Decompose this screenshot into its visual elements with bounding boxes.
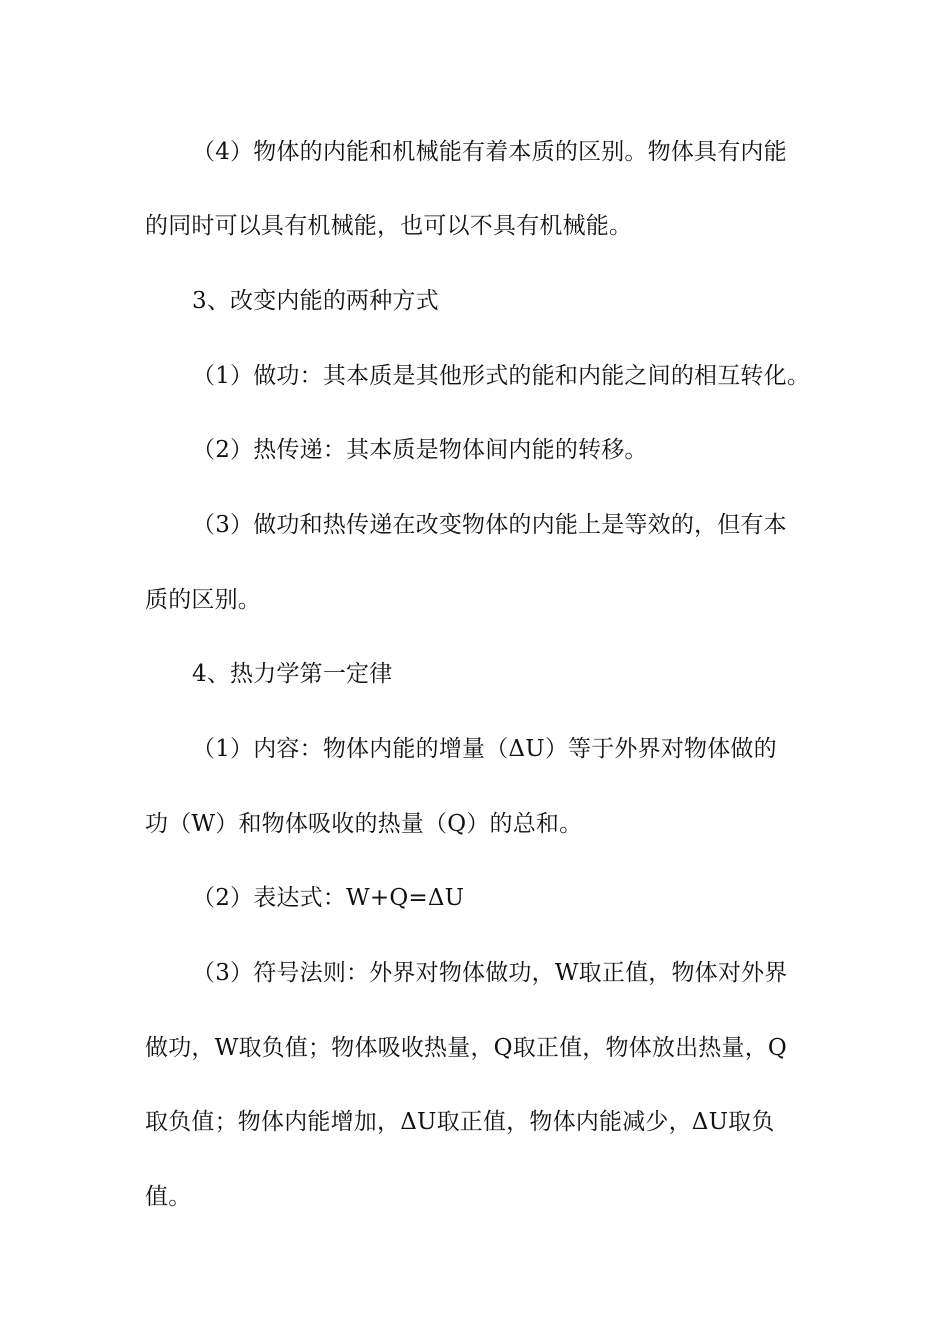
paragraph-line: （1）内容：物体内能的增量（ΔU）等于外界对物体做的 bbox=[192, 736, 777, 762]
section-heading: 3、改变内能的两种方式 bbox=[192, 288, 439, 314]
paragraph-line: 功（W）和物体吸收的热量（Q）的总和。 bbox=[145, 811, 583, 837]
paragraph-line: 质的区别。 bbox=[145, 587, 261, 613]
paragraph-line: （4）物体的内能和机械能有着本质的区别。物体具有内能 bbox=[192, 139, 787, 165]
paragraph-line: （2）热传递：其本质是物体间内能的转移。 bbox=[192, 437, 648, 463]
paragraph-line: （1）做功：其本质是其他形式的能和内能之间的相互转化。 bbox=[192, 363, 811, 389]
paragraph-line: 值。 bbox=[145, 1184, 192, 1210]
section-heading: 4、热力学第一定律 bbox=[192, 661, 393, 687]
paragraph-line: （3）做功和热传递在改变物体的内能上是等效的，但有本 bbox=[192, 512, 787, 538]
paragraph-line: 做功，W取负值；物体吸收热量，Q取正值，物体放出热量，Q bbox=[145, 1035, 787, 1061]
formula-line: （2）表达式：W+Q=ΔU bbox=[192, 885, 465, 911]
paragraph-line: 的同时可以具有机械能，也可以不具有机械能。 bbox=[145, 213, 633, 239]
paragraph-line: （3）符号法则：外界对物体做功，W取正值，物体对外界 bbox=[192, 960, 788, 986]
paragraph-line: 取负值；物体内能增加，ΔU取正值，物体内能减少，ΔU取负 bbox=[145, 1109, 775, 1135]
